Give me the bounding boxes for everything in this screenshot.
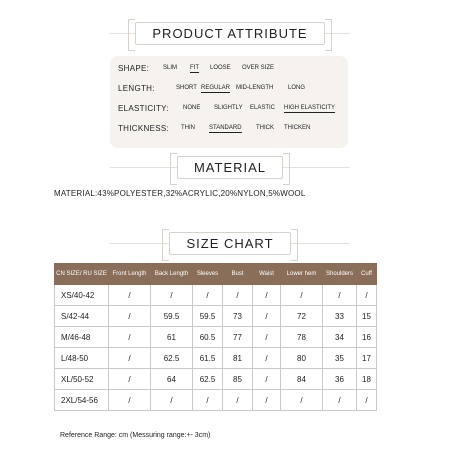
table-row: [55, 348, 377, 369]
attr-option: SHORT: [176, 85, 197, 91]
table-cell: /: [253, 306, 281, 327]
attr-option-selected: FIT: [190, 65, 199, 71]
header-lower-hem: Lower hem: [281, 264, 323, 285]
attr-option: MID-LENGTH: [236, 85, 274, 91]
table-row: [55, 390, 377, 411]
table-cell: /: [323, 390, 357, 411]
size-cell: M/46-48: [55, 327, 109, 348]
table-cell: /: [357, 390, 377, 411]
attr-option: THICK: [256, 125, 274, 131]
table-row: [55, 306, 377, 327]
table-cell: /: [223, 390, 253, 411]
material-composition: MATERIAL:43%POLYESTER,32%ACRYLIC,20%NYLON,5%WOOL: [54, 189, 306, 198]
attr-label: THICKNESS:: [118, 124, 170, 133]
table-cell: 36: [323, 369, 357, 390]
attr-option: LOOSE: [210, 65, 231, 71]
header-shoulders: Shoulders: [323, 264, 357, 285]
table-row: [55, 285, 377, 306]
product-attribute-heading: [0, 22, 460, 45]
table-cell: 73: [223, 306, 253, 327]
material-heading: [0, 156, 460, 179]
material-title: MATERIAL: [177, 156, 283, 179]
table-cell: /: [253, 327, 281, 348]
size-chart-heading: [0, 232, 460, 255]
table-cell: /: [151, 285, 193, 306]
table-cell: /: [253, 348, 281, 369]
table-cell: /: [109, 348, 151, 369]
attr-label: SHAPE:: [118, 64, 150, 73]
table-cell: /: [193, 285, 223, 306]
table-cell: 15: [357, 306, 377, 327]
attr-option: SLIM: [163, 65, 178, 71]
attr-option: ELASTIC: [250, 105, 276, 111]
table-cell: 61: [151, 327, 193, 348]
product-attribute-title: PRODUCT ATTRIBUTE: [135, 22, 324, 45]
attribute-panel: [110, 56, 348, 148]
attr-option: OVER SIZE: [242, 65, 275, 71]
table-cell: /: [151, 390, 193, 411]
table-row: [55, 369, 377, 390]
attr-option: NONE: [183, 105, 201, 111]
size-cell: 2XL/54-56: [55, 390, 109, 411]
header-sleeves: Sleeves: [193, 264, 223, 285]
table-cell: 59.5: [193, 306, 223, 327]
table-cell: 34: [323, 327, 357, 348]
attr-label: LENGTH:: [118, 84, 155, 93]
table-cell: 84: [281, 369, 323, 390]
table-cell: 72: [281, 306, 323, 327]
table-cell: 64: [151, 369, 193, 390]
table-cell: 81: [223, 348, 253, 369]
table-cell: /: [281, 285, 323, 306]
table-cell: /: [253, 390, 281, 411]
table-cell: /: [253, 285, 281, 306]
table-cell: 16: [357, 327, 377, 348]
table-cell: 80: [281, 348, 323, 369]
header-cuff: Cuff: [357, 264, 377, 285]
table-cell: /: [109, 327, 151, 348]
header-bust: Bust: [223, 264, 253, 285]
attr-option: SLIGHTLY: [214, 105, 243, 111]
attr-option: THICKEN: [284, 125, 311, 131]
table-header-row: [55, 264, 377, 285]
table-cell: 18: [357, 369, 377, 390]
table-cell: /: [193, 390, 223, 411]
table-cell: /: [357, 285, 377, 306]
table-cell: 77: [223, 327, 253, 348]
table-cell: /: [109, 369, 151, 390]
size-cell: L/48-50: [55, 348, 109, 369]
table-cell: /: [281, 390, 323, 411]
size-cell: XS/40-42: [55, 285, 109, 306]
attr-label: ELASTICITY:: [118, 104, 169, 113]
table-cell: 78: [281, 327, 323, 348]
table-cell: /: [109, 306, 151, 327]
header-cn-size: CN SIZE/ RU SIZE: [55, 264, 109, 285]
table-cell: /: [253, 369, 281, 390]
table-cell: 62.5: [193, 369, 223, 390]
table-cell: 17: [357, 348, 377, 369]
table-cell: 61.5: [193, 348, 223, 369]
attr-option: THIN: [181, 125, 195, 131]
header-back-length: Back Length: [151, 264, 193, 285]
attr-option: LONG: [288, 85, 306, 91]
table-cell: 59.5: [151, 306, 193, 327]
attr-option-selected: STANDARD: [209, 125, 242, 131]
table-cell: /: [109, 285, 151, 306]
reference-note: Reference Range: cm (Messuring range:+- 3cm): [60, 432, 211, 439]
table-cell: 60.5: [193, 327, 223, 348]
table-cell: 33: [323, 306, 357, 327]
size-cell: S/42-44: [55, 306, 109, 327]
table-cell: /: [223, 285, 253, 306]
table-cell: /: [109, 390, 151, 411]
table-cell: 35: [323, 348, 357, 369]
size-cell: XL/50-52: [55, 369, 109, 390]
attr-option-selected: REGULAR: [201, 85, 231, 91]
table-row: [55, 327, 377, 348]
size-chart-title: SIZE CHART: [169, 232, 290, 255]
attr-option-selected: HIGH ELASTICITY: [284, 105, 336, 111]
header-waist: Waist: [253, 264, 281, 285]
header-front-length: Front Length: [109, 264, 151, 285]
table-cell: 62.5: [151, 348, 193, 369]
table-cell: /: [323, 285, 357, 306]
table-cell: 85: [223, 369, 253, 390]
size-chart-table: [54, 263, 377, 411]
